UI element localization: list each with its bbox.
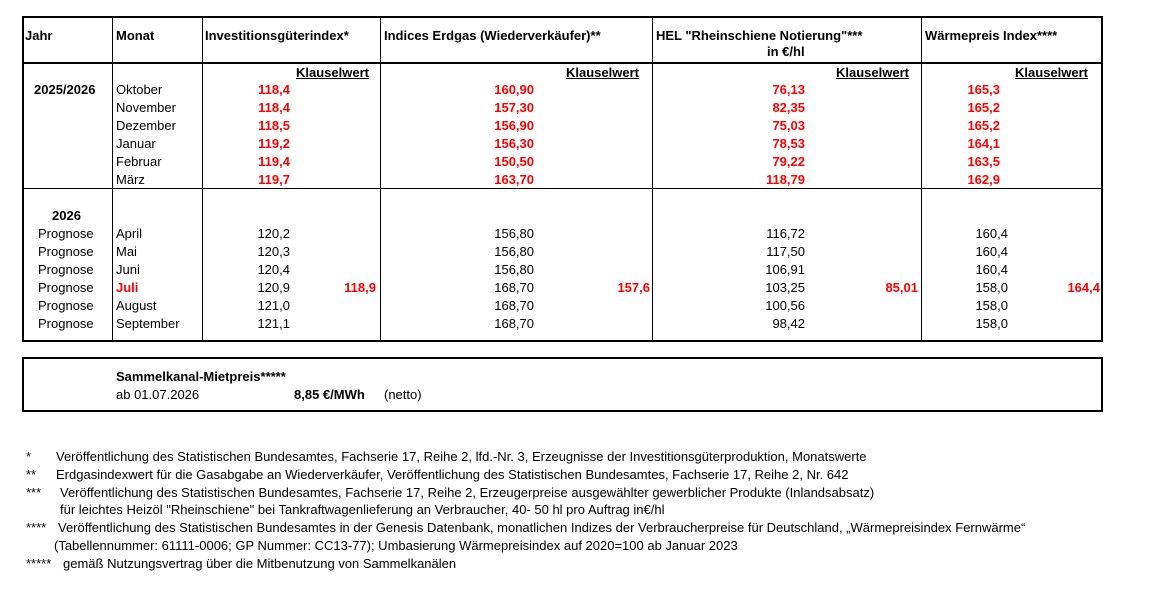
footnote-2: Erdgasindexwert für die Gasabgabe an Wiederverkäufer, Veröffentlichung des Statistischen Bundesamtes, Fachserie 17, Reihe 2, Nr. 642 xyxy=(56,467,849,482)
erdgas-value: 156,80 xyxy=(494,226,534,241)
waerme-value: 165,3 xyxy=(967,82,1000,97)
footnote-5-mark: ***** xyxy=(26,556,52,571)
table-border-bottom xyxy=(22,340,1103,342)
sammel-border-right xyxy=(1101,357,1103,412)
inv-value: 120,9 xyxy=(257,280,290,295)
footnote-4: Veröffentlichung des Statistischen Bundesamtes in der Genesis Datenbank, monatlichen Indizes der Verbraucherpreise für Deutschland, „Wärmepreisindex Fernwärme“ xyxy=(58,520,1026,535)
inv-value: 118,5 xyxy=(258,118,290,133)
inv-value: 119,4 xyxy=(258,154,290,169)
inv-value: 118,4 xyxy=(258,100,290,115)
inv-value: 119,2 xyxy=(258,136,290,151)
waerme-value: 162,9 xyxy=(967,172,1000,187)
hel-value: 76,13 xyxy=(772,82,805,97)
month-cell: April xyxy=(116,226,143,241)
waerme-value: 160,4 xyxy=(975,244,1008,259)
inv-value: 119,7 xyxy=(258,172,290,187)
header-hel: HEL "Rheinschiene Notierung"*** xyxy=(656,28,863,43)
sammel-price: 8,85 €/MWh xyxy=(294,387,365,402)
month-cell: Juli xyxy=(116,280,139,295)
klauselwert-inv: 118,9 xyxy=(344,280,376,295)
footnote-3: Veröffentlichung des Statistischen Bundesamtes, Fachserie 17, Reihe 2, Erzeugerpreise ausgewählter gewerblicher Produkte (Inlandsabsatz) xyxy=(60,485,875,500)
inv-value: 120,4 xyxy=(257,262,290,277)
erdgas-value: 150,50 xyxy=(494,154,534,169)
waerme-value: 158,0 xyxy=(975,280,1008,295)
hel-value: 82,35 xyxy=(772,100,805,115)
prognose-label: Prognose xyxy=(38,316,94,331)
klauselwert-label-inv: Klauselwert xyxy=(296,65,369,80)
inv-value: 120,2 xyxy=(257,226,290,241)
waerme-value: 165,2 xyxy=(967,118,1000,133)
waerme-value: 165,2 xyxy=(967,100,1000,115)
month-cell: September xyxy=(116,316,180,331)
klauselwert-label-erdgas: Klauselwert xyxy=(566,65,639,80)
hel-value: 75,03 xyxy=(772,118,805,133)
erdgas-value: 157,30 xyxy=(494,100,534,115)
klauselwert-hel: 85,01 xyxy=(885,280,918,295)
waerme-value: 163,5 xyxy=(967,154,1000,169)
period-separator xyxy=(22,188,1103,189)
hel-value: 78,53 xyxy=(772,136,805,151)
col-line-1 xyxy=(112,16,113,342)
month-cell: Juni xyxy=(116,262,140,277)
footnote-1-mark: * xyxy=(26,449,32,464)
table-border-left xyxy=(22,16,24,342)
prognose-label: Prognose xyxy=(38,280,94,295)
month-cell: März xyxy=(116,172,145,187)
footnote-3-mark: *** xyxy=(26,485,42,500)
header-separator xyxy=(22,62,1103,64)
header-hel-unit: in €/hl xyxy=(767,44,805,59)
sammel-border-bottom xyxy=(22,410,1103,412)
month-cell: Dezember xyxy=(116,118,176,133)
erdgas-value: 168,70 xyxy=(494,280,534,295)
klauselwert-label-hel: Klauselwert xyxy=(836,65,909,80)
waerme-value: 160,4 xyxy=(975,262,1008,277)
header-jahr: Jahr xyxy=(25,28,53,43)
erdgas-value: 156,30 xyxy=(494,136,534,151)
period-label-2026: 2026 xyxy=(52,208,81,223)
col-line-3 xyxy=(380,16,381,342)
month-cell: Oktober xyxy=(116,82,163,97)
prognose-label: Prognose xyxy=(38,262,94,277)
erdgas-value: 156,80 xyxy=(494,262,534,277)
inv-value: 120,3 xyxy=(257,244,290,259)
sammel-date: ab 01.07.2026 xyxy=(116,387,200,402)
footnote-2-mark: ** xyxy=(26,467,37,482)
waerme-value: 160,4 xyxy=(975,226,1008,241)
prognose-label: Prognose xyxy=(38,244,94,259)
erdgas-value: 156,80 xyxy=(494,244,534,259)
header-monat: Monat xyxy=(116,28,155,43)
header-investitionsgueterindex: Investitionsgüterindex* xyxy=(205,28,349,43)
footnote-4-mark: **** xyxy=(26,520,47,535)
inv-value: 121,0 xyxy=(257,298,290,313)
month-cell: Februar xyxy=(116,154,162,169)
sammel-border-top xyxy=(22,357,1103,359)
month-cell: August xyxy=(116,298,157,313)
hel-value: 79,22 xyxy=(772,154,805,169)
footnote-1: Veröffentlichung des Statistischen Bundesamtes, Fachserie 17, Reihe 2, lfd.-Nr. 3, Erzeugnisse der Investitionsgüterproduktion, Monatswerte xyxy=(56,449,867,464)
footnote-5: gemäß Nutzungsvertrag über die Mitbenutzung von Sammelkanälen xyxy=(63,556,457,571)
hel-value: 103,25 xyxy=(765,280,805,295)
header-waermepreis: Wärmepreis Index**** xyxy=(925,28,1058,43)
inv-value: 118,4 xyxy=(258,82,290,97)
hel-value: 117,50 xyxy=(766,244,805,259)
table-border-right xyxy=(1101,16,1103,342)
sammel-title: Sammelkanal-Mietpreis***** xyxy=(116,369,286,384)
month-cell: Mai xyxy=(116,244,137,259)
erdgas-value: 163,70 xyxy=(494,172,534,187)
month-cell: Januar xyxy=(116,136,156,151)
month-cell: November xyxy=(116,100,176,115)
klauselwert-waerme: 164,4 xyxy=(1067,280,1100,295)
prognose-label: Prognose xyxy=(38,298,94,313)
klauselwert-erdgas: 157,6 xyxy=(617,280,650,295)
hel-value: 98,42 xyxy=(772,316,805,331)
table-border-top xyxy=(22,16,1103,18)
hel-value: 106,91 xyxy=(765,262,805,277)
header-erdgas: Indices Erdgas (Wiederverkäufer)** xyxy=(384,28,601,43)
hel-value: 118,79 xyxy=(765,172,805,187)
footnote-4-cont: (Tabellennummer: 61111-0006; GP Nummer: CC13-77); Umbasierung Wärmepreisindex auf 2020=100 ab Januar 2023 xyxy=(54,538,738,553)
waerme-value: 158,0 xyxy=(975,298,1008,313)
hel-value: 116,72 xyxy=(766,226,805,241)
prognose-label: Prognose xyxy=(38,226,94,241)
sammel-border-left xyxy=(22,357,24,412)
footnote-3-cont: für leichtes Heizöl "Rheinschiene" bei Tankraftwagenlieferung an Verbraucher, 40- 50 hl pro Auftrag in€/hl xyxy=(60,502,665,517)
waerme-value: 164,1 xyxy=(967,136,1000,151)
erdgas-value: 168,70 xyxy=(494,298,534,313)
erdgas-value: 168,70 xyxy=(494,316,534,331)
col-line-5 xyxy=(921,16,922,342)
inv-value: 121,1 xyxy=(257,316,290,331)
sammel-netto: (netto) xyxy=(384,387,422,402)
waerme-value: 158,0 xyxy=(975,316,1008,331)
erdgas-value: 160,90 xyxy=(494,82,534,97)
erdgas-value: 156,90 xyxy=(494,118,534,133)
hel-value: 100,56 xyxy=(765,298,805,313)
klauselwert-label-waerme: Klauselwert xyxy=(1015,65,1088,80)
period-label-2025-2026: 2025/2026 xyxy=(34,82,96,97)
col-line-4 xyxy=(652,16,653,342)
